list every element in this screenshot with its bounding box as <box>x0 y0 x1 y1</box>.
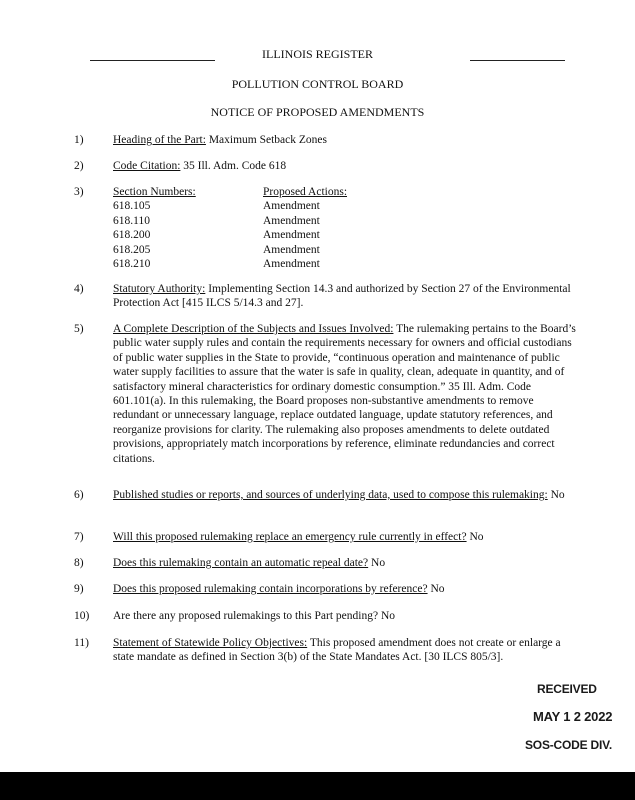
agency-title: POLLUTION CONTROL BOARD <box>231 77 404 91</box>
item-policy-objectives <box>74 636 579 665</box>
item-label: Heading of the Part: <box>113 134 206 146</box>
item-code-citation <box>74 159 579 173</box>
item-text: Are there any proposed rulemakings to this Part pending? No <box>113 610 396 622</box>
section-numbers-header: Section Numbers: <box>113 186 196 198</box>
item-number: 5) <box>74 323 84 335</box>
item-text: No <box>371 557 386 569</box>
item-label: Will this proposed rulemaking replace an emergency rule currently in effect? <box>113 531 467 543</box>
item-statutory-authority <box>74 282 579 311</box>
item-description <box>74 322 579 466</box>
item-published-studies <box>74 488 579 502</box>
item-label: Statutory Authority: <box>113 283 206 295</box>
item-number: 4) <box>74 283 84 295</box>
item-label: A Complete Description of the Subjects and Issues Involved: <box>113 323 394 335</box>
section-number: 618.105 <box>113 200 151 213</box>
item-number: 8) <box>74 557 84 569</box>
item-text: Maximum Setback Zones <box>208 134 327 146</box>
item-emergency-rule <box>74 530 579 544</box>
notice-title: NOTICE OF PROPOSED AMENDMENTS <box>210 105 425 119</box>
item-heading-of-part <box>74 133 579 147</box>
item-label: Does this proposed rulemaking contain incorporations by reference? <box>113 583 428 595</box>
received-stamp: RECEIVED <box>537 682 597 696</box>
proposed-action: Amendment <box>263 229 320 242</box>
item-text: No <box>430 583 445 595</box>
section-number: 618.110 <box>113 214 150 227</box>
item-number: 6) <box>74 489 84 501</box>
proposed-actions-header: Proposed Actions: <box>263 186 348 198</box>
item-text: Implementing Section 14.3 and authorized by Section 27 of the Environmental Protection Act [415 ILCS 5/14.3 and 27]. <box>113 283 571 310</box>
section-table <box>113 185 579 271</box>
item-text: No <box>550 489 565 501</box>
item-section-numbers <box>74 185 579 271</box>
item-label: Code Citation: <box>113 160 181 172</box>
item-text: This proposed amendment does not create or enlarge a state mandate as defined in Section 3(b) of the State Mandates Act. [30 ILCS 805/3]. <box>113 637 561 664</box>
scan-footer-bar <box>0 772 635 800</box>
item-number: 2) <box>74 160 84 172</box>
item-number: 7) <box>74 531 84 543</box>
item-incorporations <box>74 582 579 596</box>
section-number: 618.205 <box>113 243 151 256</box>
division-stamp: SOS-CODE DIV. <box>525 738 612 752</box>
item-pending-rulemakings <box>74 609 579 623</box>
item-number: 1) <box>74 134 84 146</box>
item-number: 10) <box>74 610 90 622</box>
section-number: 618.210 <box>113 258 151 271</box>
received-date-stamp: MAY 1 2 2022 <box>533 709 613 724</box>
proposed-action: Amendment <box>263 214 320 227</box>
item-label: Statement of Statewide Policy Objectives: <box>113 637 308 649</box>
register-title: ILLINOIS REGISTER <box>262 47 373 61</box>
proposed-action: Amendment <box>263 243 320 256</box>
proposed-action: Amendment <box>263 258 320 271</box>
proposed-action: Amendment <box>263 200 320 213</box>
item-repeal-date <box>74 556 579 570</box>
item-label: Does this rulemaking contain an automatic repeal date? <box>113 557 369 569</box>
item-number: 3) <box>74 186 84 198</box>
item-text: The rulemaking pertains to the Board’s public water supply rules and contain the requirements necessary for owners and official custodians of public water supplies in the State to provide, “continuous operation and maintenance of public water supply facilities to assure that the water is safe in quality, clean, adequate in quantity, and of satisfactory mineral characteristics for ordinary domestic consumption.” 35 Ill. Adm. Code 601.101(a). In this rulemaking, the Board proposes non-substantive amendments to remove redundant or unnecessary language, replace outdated language, update statutory references, and reorganize provisions for clarity. The rulemaking also proposes amendments to delete outdated provisions, appropriately match incorporations by reference, eliminate redundancies and correct citations. <box>113 323 576 465</box>
item-number: 9) <box>74 583 84 595</box>
item-number: 11) <box>74 637 89 649</box>
item-text: No <box>469 531 484 543</box>
item-text: 35 Ill. Adm. Code 618 <box>183 160 287 172</box>
item-label: Published studies or reports, and sources of underlying data, used to compose this rulemaking: <box>113 489 548 501</box>
section-number: 618.200 <box>113 229 151 242</box>
